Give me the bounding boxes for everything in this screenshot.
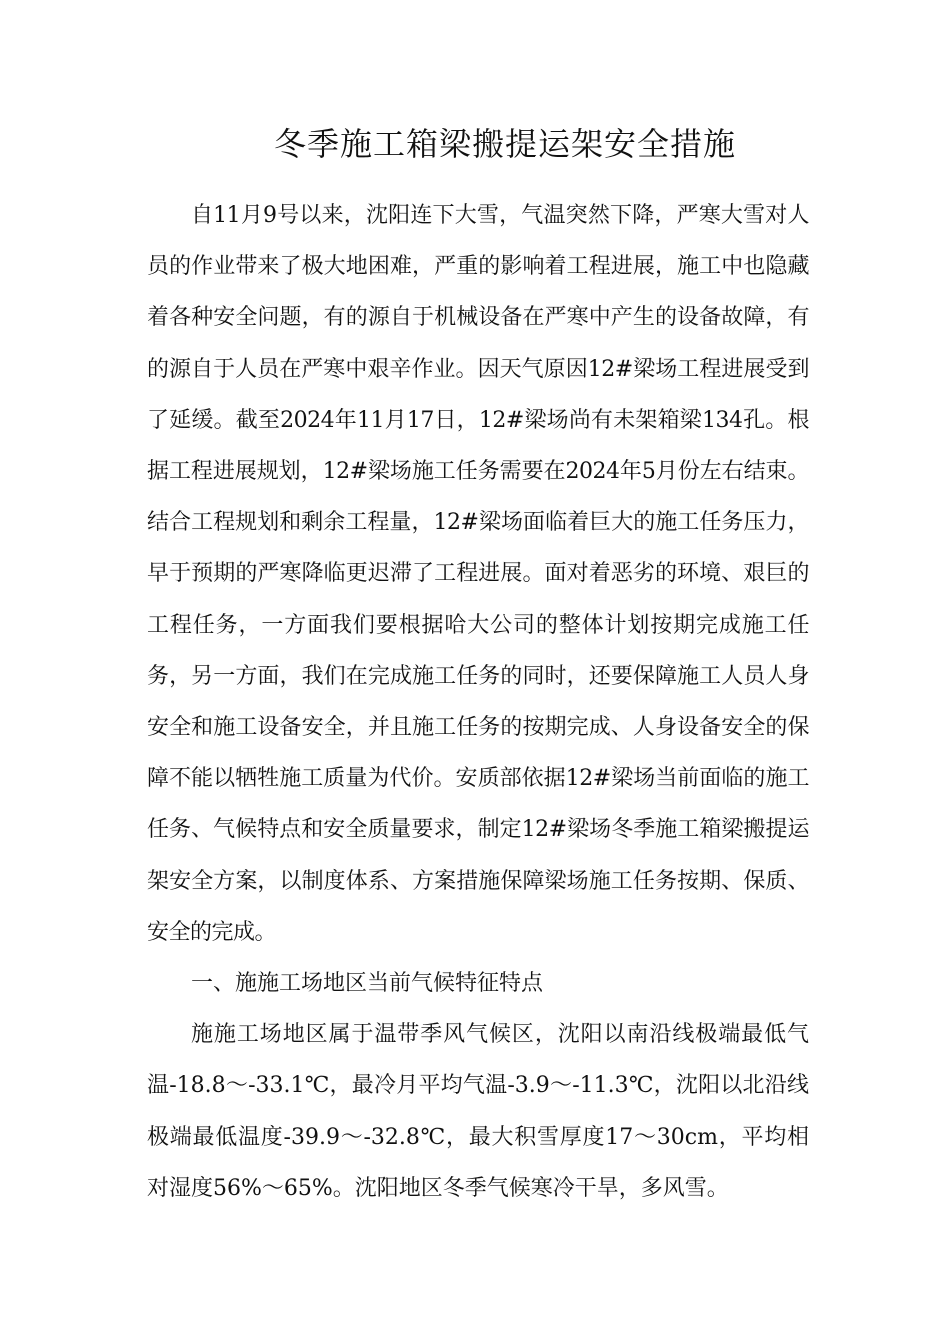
intro-paragraph: 自11月9号以来，沈阳连下大雪，气温突然下降，严寒大雪对人员的作业带来了极大地困难，严重的影响着工程进展，施工中也隐藏着各种安全问题，有的源自于机械设备在严寒中产生的设备故障，有的源自于人员在严寒中艰辛作业。因天气原因12#梁场工程进展受到了延缓。截至2024年11月17日，12#梁场尚有未架箱梁134孔。根据工程进展规划，12#梁场施工任务需要在2024年5月份左右结束。结合工程规划和剩余工程量，12#梁场面临着巨大的施工任务压力，早于预期的严寒降临更迟滞了工程进展。面对着恶劣的环境、艰巨的工程任务，一方面我们要根据哈大公司的整体计划按期完成施工任务，另一方面，我们在完成施工任务的同时，还要保障施工人员人身安全和施工设备安全，并且施工任务的按期完成、人身设备安全的保障不能以牺牲施工质量为代价。安质部依据12#梁场当前面临的施工任务、气候特点和安全质量要求，制定12#梁场冬季施工箱梁搬提运架安全方案，以制度体系、方案措施保障梁场施工任务按期、保质、安全的完成。 <box>147 203 809 945</box>
document-body <box>147 190 809 1214</box>
document-title: 冬季施工箱梁搬提运架安全措施 <box>273 125 736 163</box>
section-heading-climate: 一、施施工场地区当前气候特征特点 <box>191 971 544 997</box>
climate-paragraph: 施施工场地区属于温带季风气候区，沈阳以南沿线极端最低气温-18.8～-33.1℃，最冷月平均气温-3.9～-11.3℃，沈阳以北沿线极端最低温度-39.9～-32.8℃，最大积雪厚度17～30cm，平均相对湿度56%～65%。沈阳地区冬季气候寒冷干旱，多风雪。 <box>147 1022 809 1201</box>
